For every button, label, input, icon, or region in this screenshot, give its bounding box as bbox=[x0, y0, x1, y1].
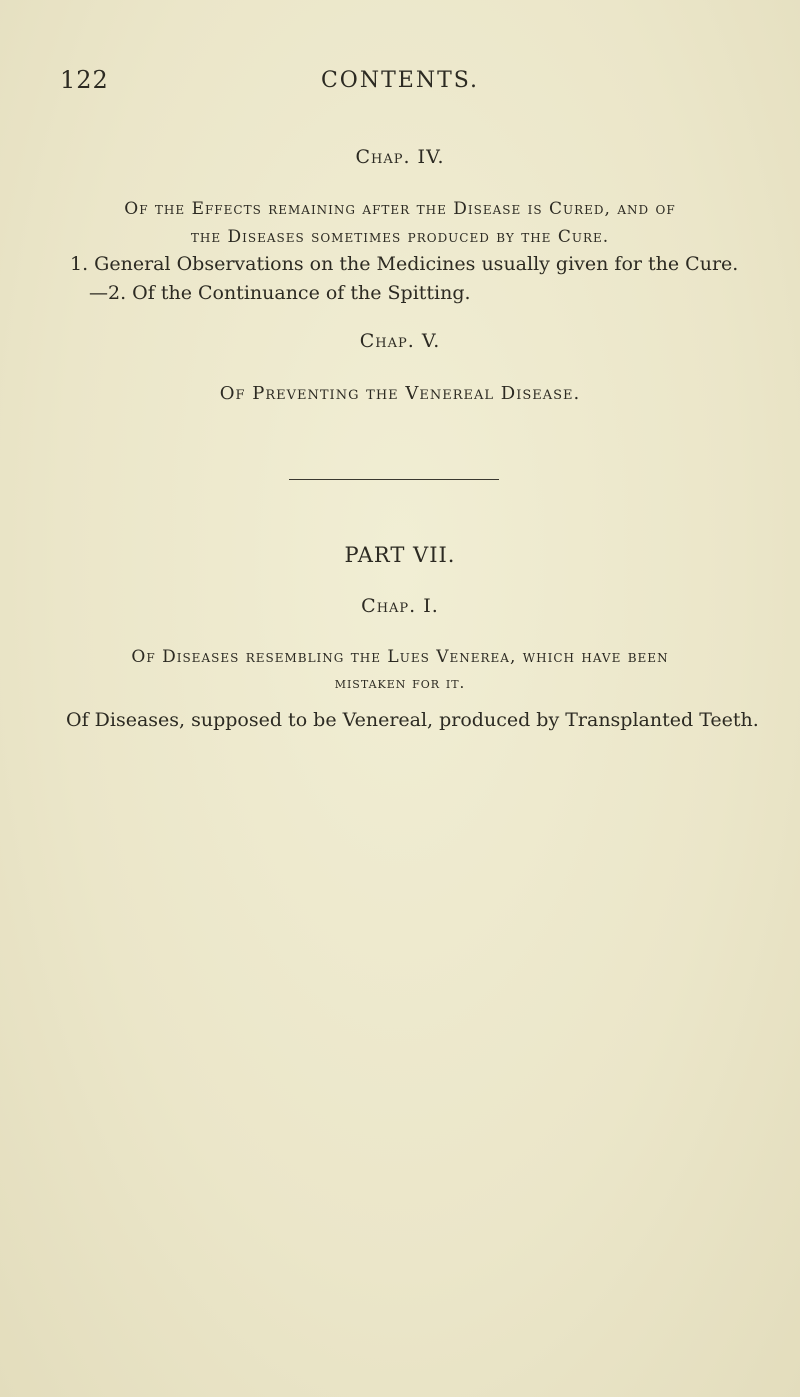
chapter-heading: Chap. IV. bbox=[355, 146, 445, 168]
contents-entry: Of Diseases, supposed to be Venereal, produced by Transplanted Teeth. bbox=[66, 709, 759, 731]
chapter-title-line: Of Diseases resembling the Lues Venerea, which have been bbox=[131, 647, 669, 667]
page-number: 122 bbox=[60, 66, 109, 94]
chapter-heading: Chap. I. bbox=[361, 595, 439, 617]
chapter-title-line: the Diseases sometimes produced by the Cure. bbox=[190, 227, 610, 247]
chapter-title-line: Of Preventing the Venereal Disease. bbox=[219, 383, 581, 404]
section-divider bbox=[289, 479, 499, 480]
running-head: CONTENTS. bbox=[320, 68, 480, 93]
contents-entry: —2. Of the Continuance of the Spitting. bbox=[89, 282, 471, 304]
chapter-title-line: mistaken for it. bbox=[334, 674, 466, 692]
part-heading: PART VII. bbox=[344, 543, 456, 567]
contents-entry: 1. General Observations on the Medicines usually given for the Cure. bbox=[70, 253, 739, 275]
chapter-heading: Chap. V. bbox=[359, 330, 441, 352]
chapter-title-line: Of the Effects remaining after the Disease is Cured, and of bbox=[124, 199, 676, 219]
